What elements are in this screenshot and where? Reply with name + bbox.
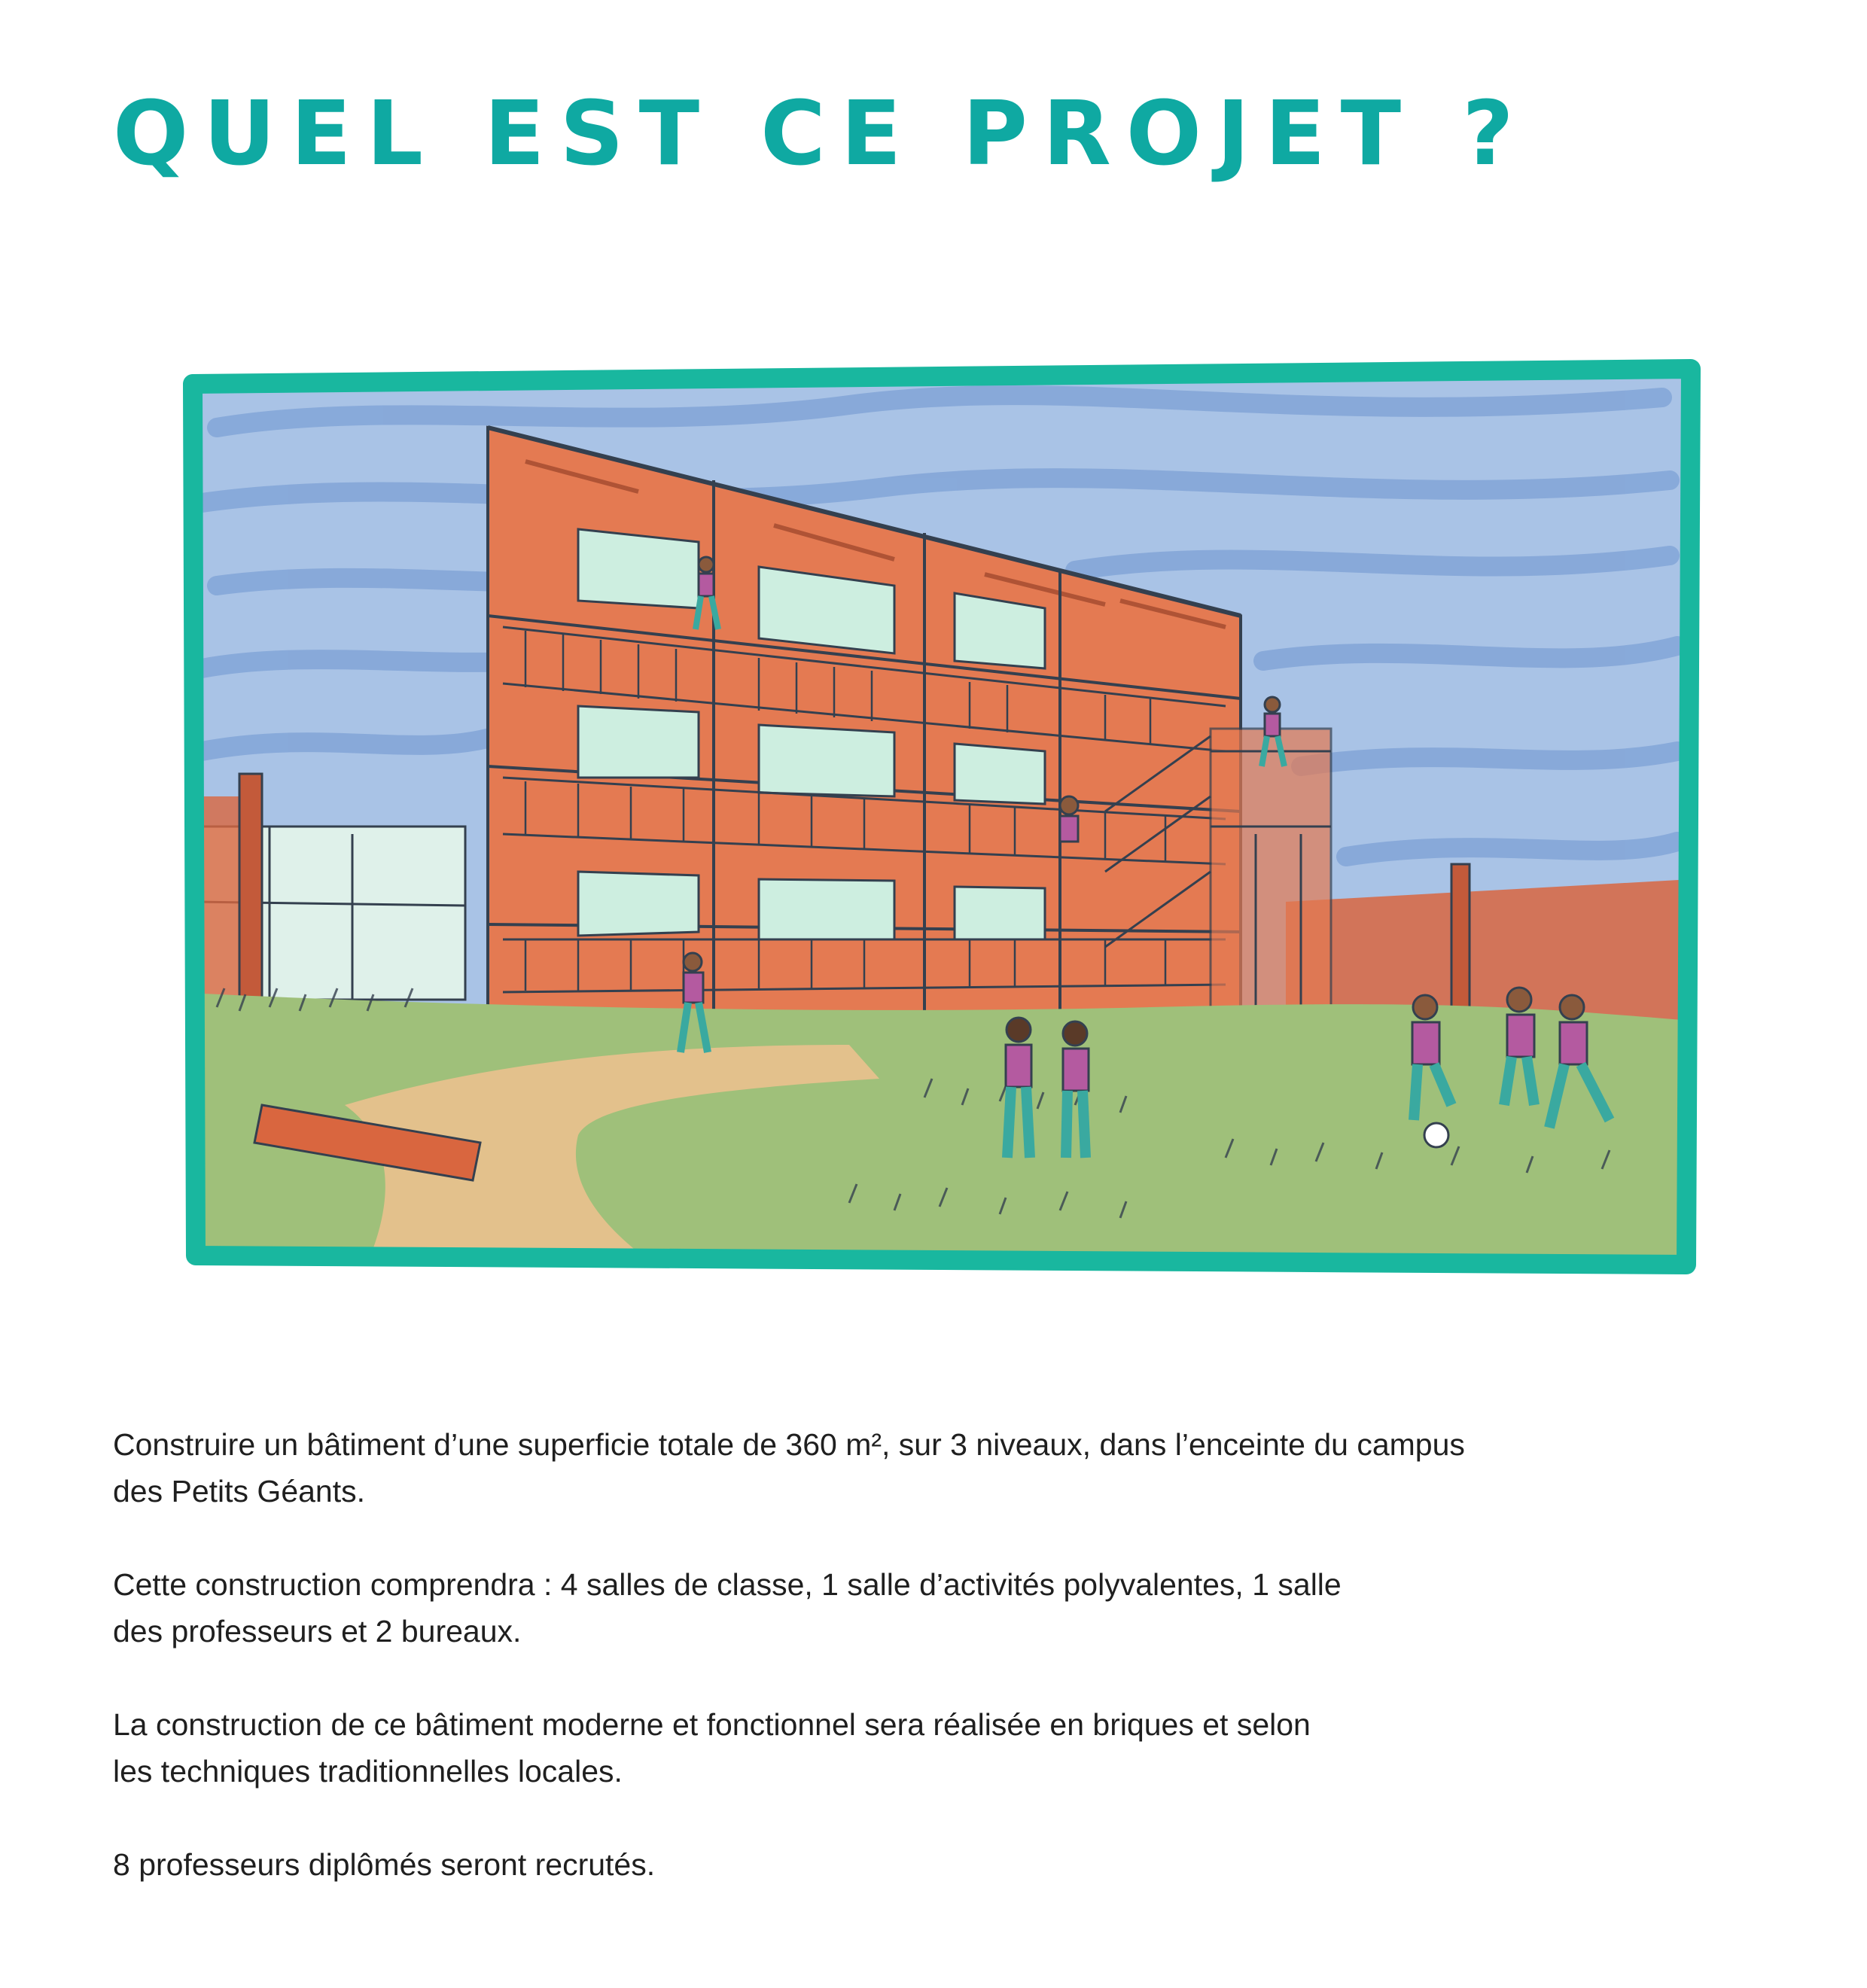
page-title: QUEL EST CE PROJET ? (113, 81, 1529, 185)
school-building-illustration (172, 345, 1709, 1295)
scene (172, 345, 1709, 1295)
paragraph-construction: La construction de ce bâtiment moderne et fonctionnel sera réalisée en briques et selon les techniques traditionnelles locales. (113, 1707, 1311, 1789)
paragraph-building: Construire un bâtiment d’une superficie totale de 360 m², sur 3 niveaux, dans l’enceinte du campus des Petits Géants. (113, 1427, 1465, 1509)
illustration-drawing (172, 345, 1709, 1295)
football (1424, 1123, 1448, 1147)
paragraph-teachers: 8 professeurs diplômés seront recrutés. (113, 1847, 656, 1882)
paragraph-rooms: Cette construction comprendra : 4 salles de classe, 1 salle d’activités polyvalentes, 1 salle des professeurs et 2 bureaux. (113, 1567, 1342, 1649)
project-description (113, 1421, 1769, 1935)
